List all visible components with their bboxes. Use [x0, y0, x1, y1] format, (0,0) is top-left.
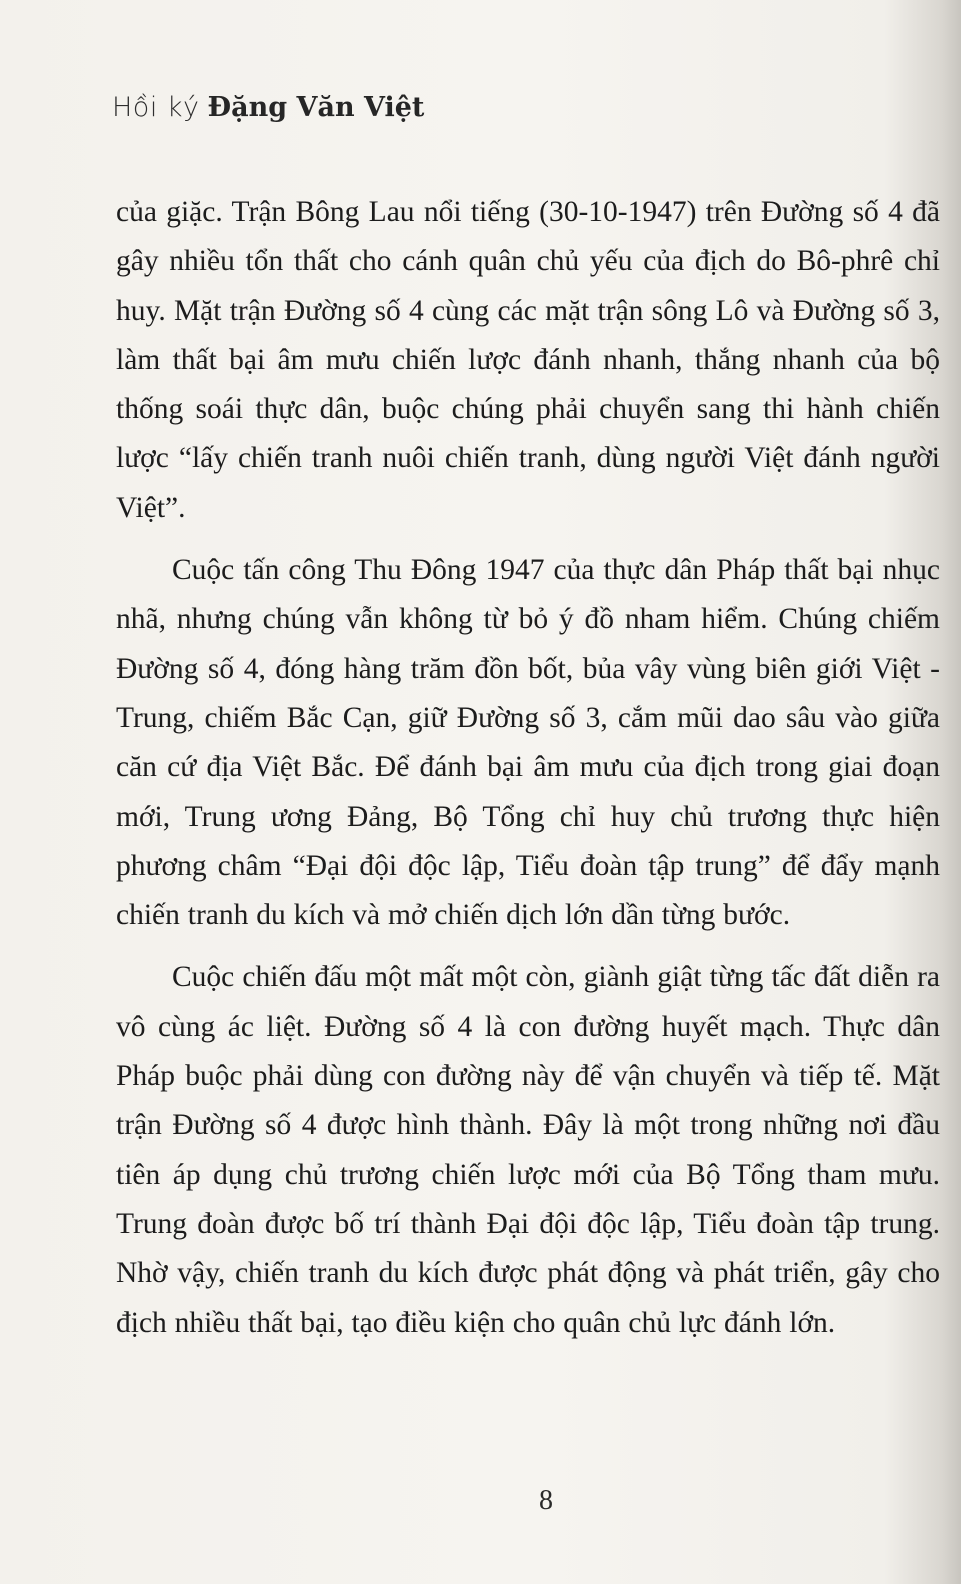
running-header-series: Hồi ký — [112, 92, 200, 123]
paragraph-3: Cuộc chiến đấu một mất một còn, giành giật từng tấc đất diễn ra vô cùng ác liệt. Đường số 4 là con đường huyết mạch. Thực dân Pháp buộc phải dùng con đường này để vận chuyển và tiếp tế. Mặt trận Đường số 4 được hình thành. Đây là một trong những nơi đầu tiên áp dụng chủ trương chiến lược mới của Bộ Tổng tham mưu. Trung đoàn được bố trí thành Đại đội độc lập, Tiểu đoàn tập trung. Nhờ vậy, chiến tranh du kích được phát động và phát triển, gây cho địch nhiều thất bại, tạo điều kiện cho quân chủ lực đánh lớn. — [116, 961, 940, 1339]
body-text — [116, 188, 940, 1361]
paragraph-2: Cuộc tấn công Thu Đông 1947 của thực dân Pháp thất bại nhục nhã, nhưng chúng vẫn không từ bỏ ý đồ nham hiểm. Chúng chiếm Đường số 4, đóng hàng trăm đồn bốt, bủa vây vùng biên giới Việt - Trung, chiếm Bắc Cạn, giữ Đường số 3, cắm mũi dao sâu vào giữa căn cứ địa Việt Bắc. Để đánh bại âm mưu của địch trong giai đoạn mới, Trung ương Đảng, Bộ Tổng chỉ huy chủ trương thực hiện phương châm “Đại đội độc lập, Tiểu đoàn tập trung” để đẩy mạnh chiến tranh du kích và mở chiến dịch lớn dần từng bước. — [116, 554, 940, 932]
page-number: 8 — [539, 1485, 553, 1516]
running-header — [112, 92, 424, 123]
running-header-author: Đặng Văn Việt — [207, 92, 425, 123]
paragraph-1: của giặc. Trận Bông Lau nổi tiếng (30-10-1947) trên Đường số 4 đã gây nhiều tổn thất cho cánh quân chủ yếu của địch do Bô-phrê chỉ huy. Mặt trận Đường số 4 cùng các mặt trận sông Lô và Đường số 3, làm thất bại âm mưu chiến lược đánh nhanh, thắng nhanh của bộ thống soái thực dân, buộc chúng phải chuyển sang thi hành chiến lược “lấy chiến tranh nuôi chiến tranh, dùng người Việt đánh người Việt”. — [116, 196, 940, 524]
